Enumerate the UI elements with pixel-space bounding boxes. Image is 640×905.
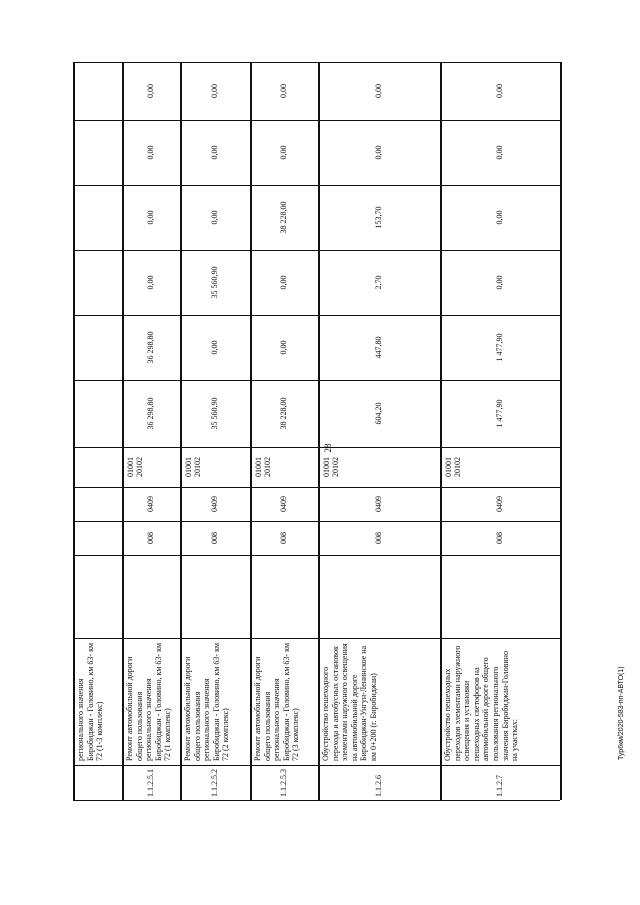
- row-4-year-1: 447,80: [374, 336, 383, 359]
- row-5-year-2: 0,00: [495, 275, 504, 290]
- row-2-year-3: 0,00: [210, 210, 219, 225]
- row-border-4: [318, 62, 320, 800]
- row-4-csr-line-1: 20102: [331, 457, 340, 477]
- row-5-year-5: 0,00: [495, 84, 504, 98]
- column-border-0: [73, 800, 560, 801]
- row-5-name: Обустройство пешеходных переходов элементами наружного освещения и установки пешеходных светофоров на автомобильной дороге общего пользования регионального значения Биробиджан-Головино на участках:: [443, 645, 520, 761]
- row-border-1: [122, 62, 124, 800]
- row-4-year-2: 2,70: [374, 275, 383, 290]
- row-border-5: [440, 62, 442, 800]
- row-1-code: 1.1.2.5.1: [146, 769, 155, 797]
- row-1-csr-line-0: 01001: [126, 457, 135, 477]
- column-border-12: [73, 62, 560, 63]
- row-border-0: [73, 62, 75, 800]
- row-3-total: 38 228,00: [279, 397, 288, 430]
- row-5-year-4: 0,00: [495, 145, 504, 160]
- row-5-grbs: 008: [495, 532, 504, 544]
- row-4-rz: 0409: [374, 496, 383, 512]
- row-3-name: Ремонт автомобильной дороги общего пользования регионального значения Биробиджан - Головино, км 63- км 72 (3 комплекс): [253, 642, 301, 761]
- column-border-9: [73, 250, 560, 251]
- row-3-rz: 0409: [279, 496, 288, 512]
- column-border-4: [73, 521, 560, 522]
- column-border-5: [73, 487, 560, 488]
- row-2-year-2: 35 560,90: [210, 266, 219, 299]
- column-border-6: [73, 447, 560, 448]
- row-2-year-1: 0,00: [210, 340, 219, 355]
- row-5-rz: 0409: [495, 496, 504, 512]
- row-3-grbs: 008: [279, 532, 288, 544]
- row-2-name: Ремонт автомобильной дороги общего пользования регионального значения Биробиджан - Головино, км 63- км 72 (2 комплекс): [183, 642, 231, 761]
- column-border-1: [73, 765, 560, 766]
- row-4-year-3: 153,70: [374, 206, 383, 229]
- row-3-csr-line-1: 20102: [263, 457, 272, 477]
- row-border-3: [250, 62, 252, 800]
- row-3-csr-line-0: 01001: [254, 457, 263, 477]
- column-border-2: [73, 638, 560, 639]
- row-1-csr-line-1: 20102: [135, 457, 144, 477]
- column-border-7: [73, 380, 560, 381]
- row-3-year-2: 0,00: [279, 275, 288, 290]
- row-4-grbs: 008: [374, 532, 383, 544]
- column-border-11: [73, 120, 560, 121]
- row-1-rz: 0409: [146, 496, 155, 512]
- row-1-total: 36 298,80: [146, 397, 155, 430]
- row-2-code: 1.1.2.5.2: [210, 769, 219, 797]
- row-2-grbs: 008: [210, 532, 219, 544]
- row-0-name: регионального значения Биробиджан - Головино, км 63- км 72 (1-3 комплекс): [76, 642, 105, 761]
- row-5-csr-line-0: 01001: [444, 457, 453, 477]
- row-5-total: 1 477,90: [495, 399, 504, 428]
- row-1-name: Ремонт автомобильной дороги общего пользования регионального значения Биробиджан - Головино, км 63- км 72 (1 комплекс): [125, 642, 173, 761]
- row-2-year-4: 0,00: [210, 145, 219, 160]
- row-border-6: [560, 62, 562, 800]
- row-2-total: 35 560,90: [210, 397, 219, 430]
- column-border-10: [73, 185, 560, 186]
- row-1-grbs: 008: [146, 532, 155, 544]
- row-3-code: 1.1.2.5.3: [279, 769, 288, 797]
- row-1-year-2: 0,00: [146, 275, 155, 290]
- row-4-csr-line-0: 01001: [322, 457, 331, 477]
- row-2-year-5: 0,00: [210, 84, 219, 98]
- row-3-year-1: 0,00: [279, 340, 288, 355]
- row-5-year-3: 0,00: [495, 210, 504, 225]
- column-border-8: [73, 315, 560, 316]
- row-5-code: 1.1.2.7: [495, 775, 504, 797]
- row-5-csr-line-1: 20102: [453, 457, 462, 477]
- row-5-year-1: 1 477,90: [495, 333, 504, 362]
- column-border-3: [73, 555, 560, 556]
- row-1-year-1: 36 298,80: [146, 331, 155, 364]
- row-2-csr-line-1: 20102: [193, 457, 202, 477]
- row-1-year-3: 0,00: [146, 210, 155, 225]
- row-3-year-3: 38 228,00: [279, 201, 288, 234]
- row-4-name: Обустройство пешеходного перехода и автобусных остановок элементами наружного освещения на автомобильной дороге Биробиджан-Унгун-Ленинское на км 0+200 (г. Биробиджан): [321, 643, 378, 761]
- row-2-csr-line-0: 01001: [184, 457, 193, 477]
- row-4-code: 1.1.2.6: [374, 775, 383, 797]
- row-border-2: [180, 62, 182, 800]
- row-4-year-5: 0,00: [374, 84, 383, 98]
- document-code: Тур6км/2020-583-пп-АВТО(1): [618, 666, 625, 760]
- row-2-rz: 0409: [210, 496, 219, 512]
- row-3-year-4: 0,00: [279, 145, 288, 160]
- row-1-year-4: 0,00: [146, 145, 155, 160]
- row-4-total: 604,20: [374, 402, 383, 425]
- row-1-year-5: 0,00: [146, 84, 155, 98]
- row-3-year-5: 0,00: [279, 84, 288, 98]
- row-4-year-4: 0,00: [374, 145, 383, 160]
